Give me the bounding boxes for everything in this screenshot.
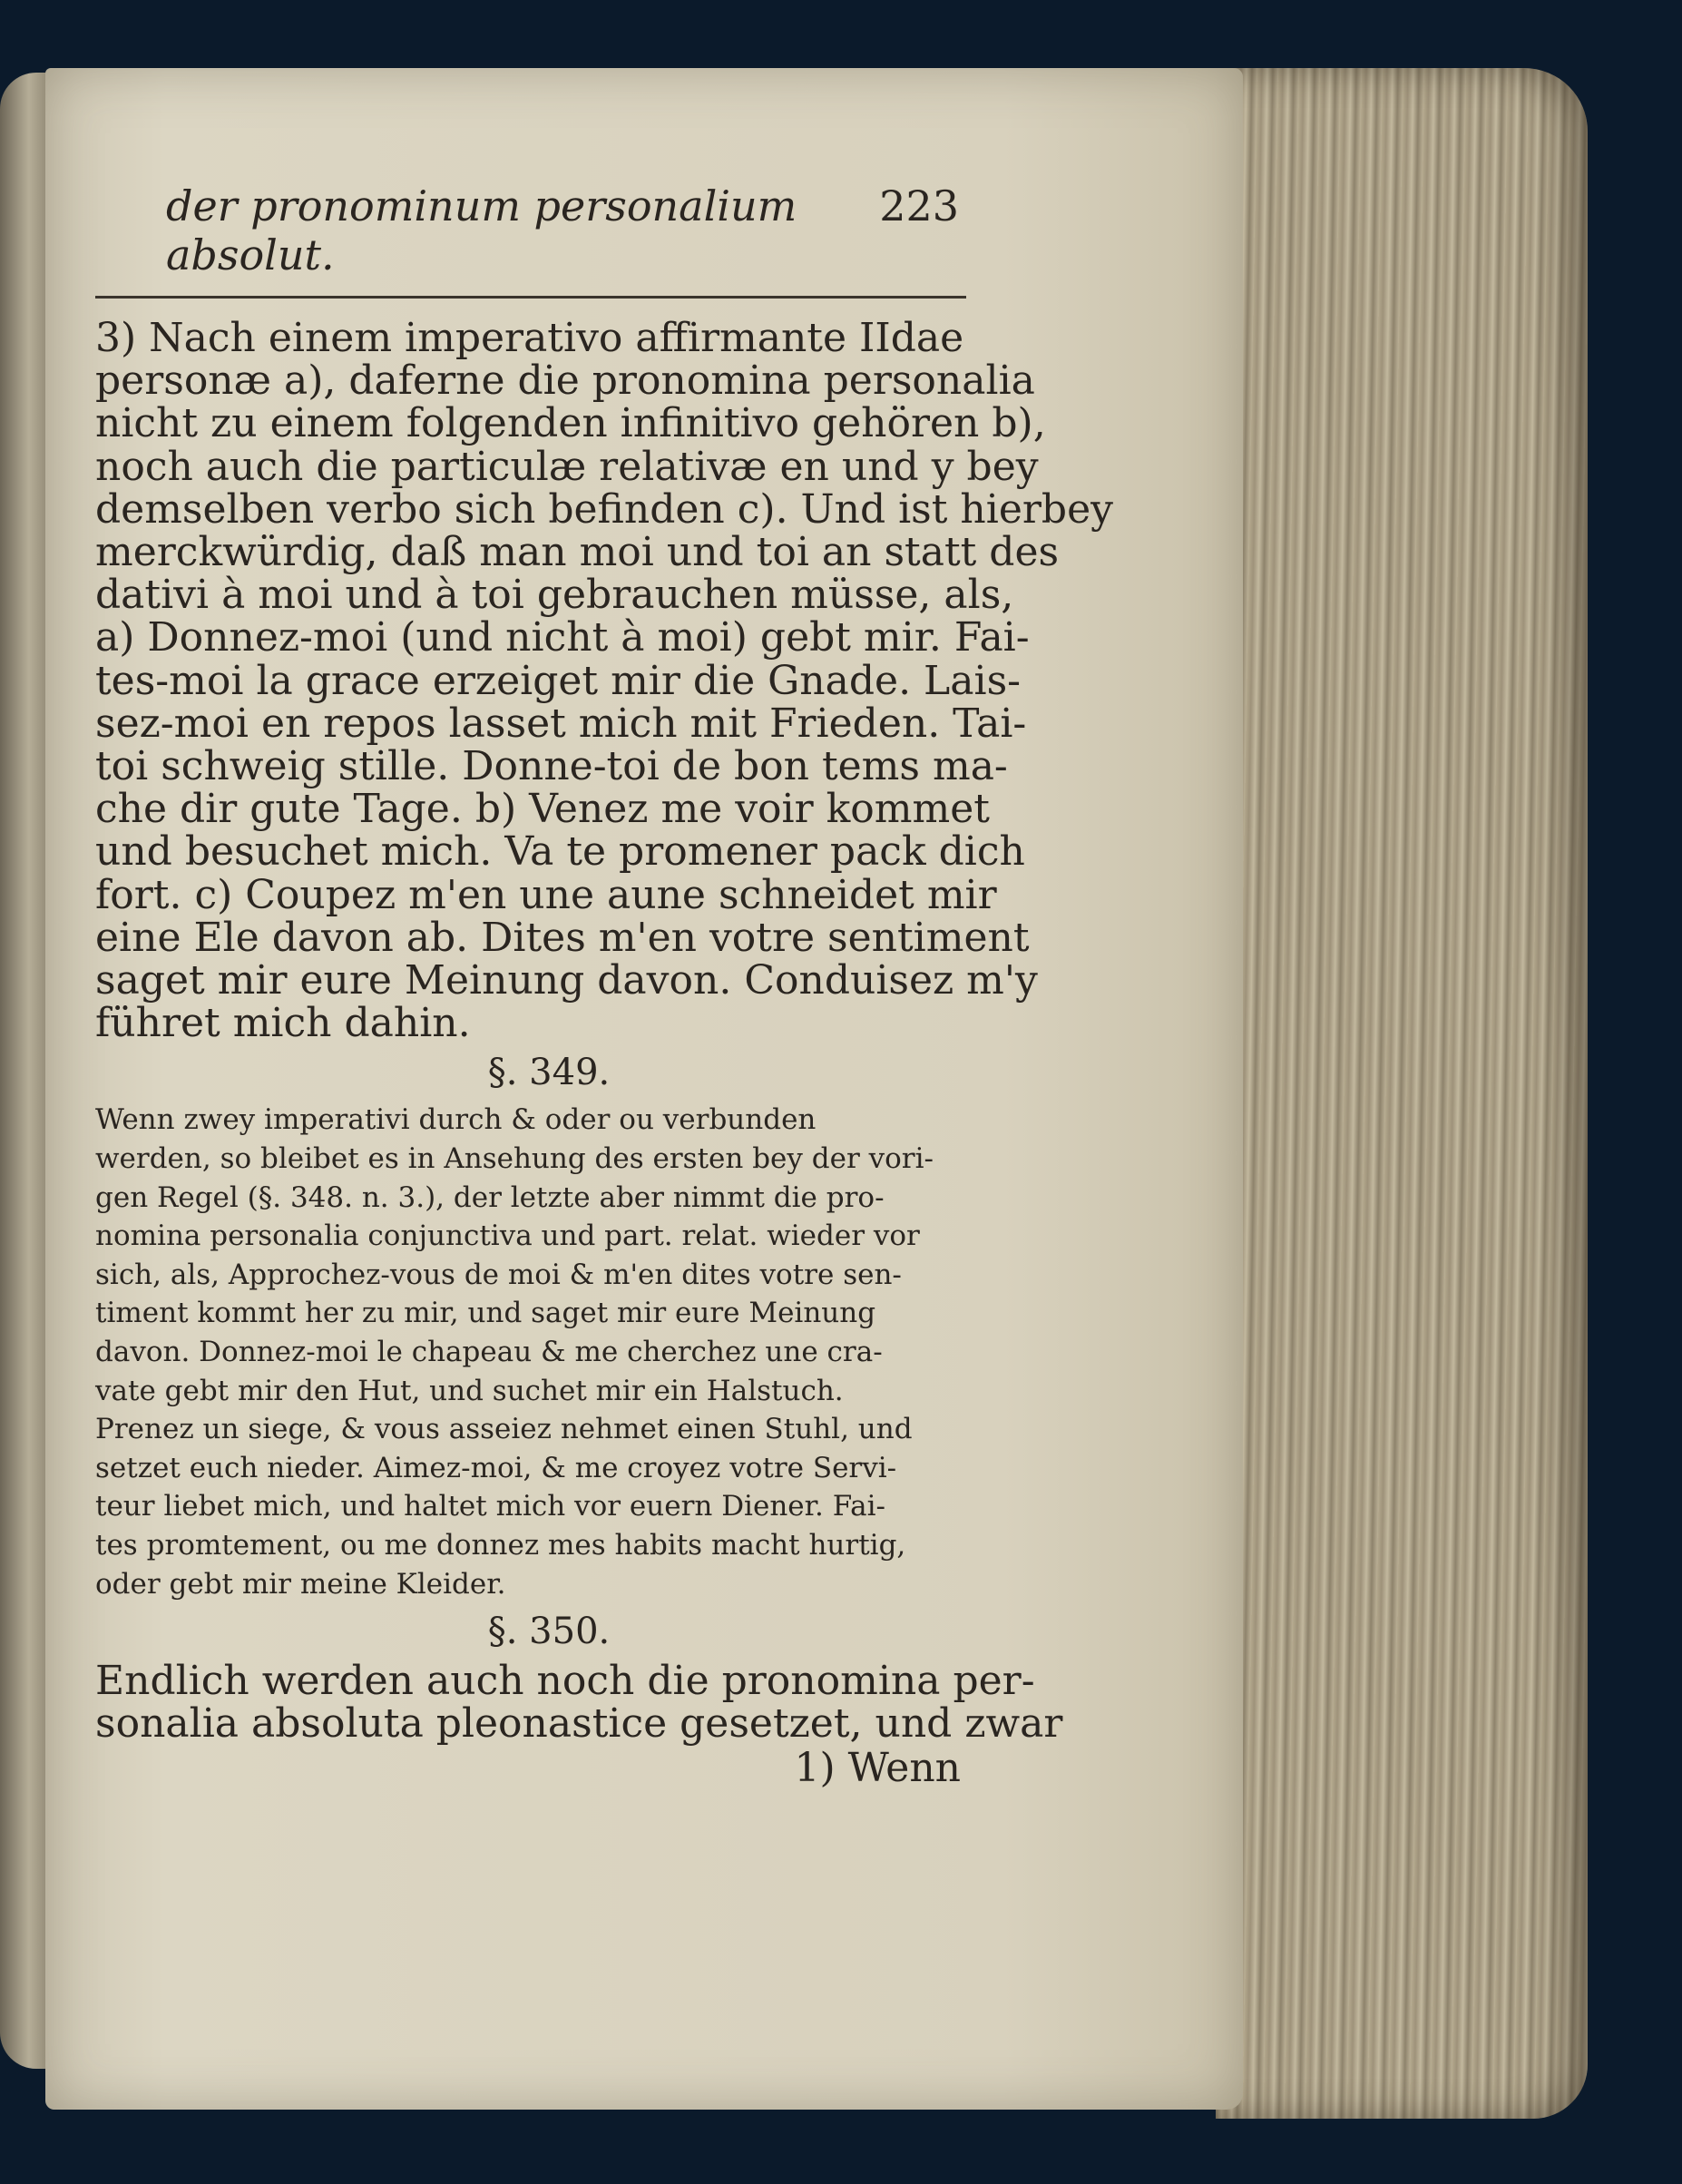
text-line: Endlich werden auch noch die pronomina per- <box>95 1658 1035 1705</box>
book-fore-edge <box>1216 68 1588 2119</box>
text-line: demselben verbo sich befinden c). Und ist hierbey <box>95 485 1113 533</box>
page-number: 223 <box>879 181 959 230</box>
text-line: davon. Donnez-moi le chapeau & me cherchez une cra- <box>95 1336 883 1369</box>
text-line: dativi à moi und à toi gebrauchen müsse, als, <box>95 572 1014 619</box>
text-line: sich, als, Approchez-vous de moi & m'en dites votre sen- <box>95 1258 902 1291</box>
catchword: 1) Wenn <box>794 1744 961 1791</box>
text-line: sez-moi en repos lasset mich mit Frieden. Tai- <box>95 700 1027 747</box>
text-line: noch auch die particulæ relativæ en und y bey <box>95 443 1039 490</box>
text-line: timent kommt her zu mir, und saget mir eure Meinung <box>95 1297 876 1330</box>
text-line: nomina personalia conjunctiva und part. relat. wieder vor <box>95 1219 920 1253</box>
text-line: gen Regel (§. 348. n. 3.), der letzte aber nimmt die pro- <box>95 1180 885 1214</box>
text-line: Prenez un siege, & vous asseiez nehmet einen Stuhl, und <box>95 1413 913 1446</box>
text-line: merckwürdig, daß man moi und toi an statt des <box>95 529 1060 576</box>
text-line: saget mir eure Meinung davon. Conduisez m'y <box>95 957 1038 1004</box>
running-header <box>95 181 966 299</box>
text-line: 3) Nach einem imperativo affirmante IIdae <box>95 315 964 361</box>
text-line: setzet euch nieder. Aimez-moi, & me croyez votre Servi- <box>95 1451 897 1484</box>
text-line: teur liebet mich, und haltet mich vor euern Diener. Fai- <box>95 1490 886 1523</box>
text-line: führet mich dahin. <box>95 1000 471 1047</box>
text-line: che dir gute Tage. b) Venez me voir kommet <box>95 786 990 833</box>
text-line: Wenn zwey imperativi durch & oder ou verbunden <box>95 1103 817 1137</box>
page-text <box>95 181 1113 1791</box>
paragraph-2 <box>95 1101 966 1603</box>
text-line: fort. c) Coupez m'en une aune schneidet mir <box>95 871 997 918</box>
text-line: tes promtement, ou me donnez mes habits macht hurtig, <box>95 1528 906 1562</box>
text-line: tes-moi la grace erzeiget mir die Gnade. Lais- <box>95 657 1022 704</box>
running-title: der pronominum personalium absolut. <box>166 181 797 279</box>
text-line: nicht zu einem folgenden infinitivo gehören b), <box>95 400 1046 447</box>
paragraph-3 <box>95 1658 1063 1748</box>
text-line: und besuchet mich. Va te promener pack dich <box>95 828 1025 876</box>
text-line: vate gebt mir den Hut, und suchet mir ein Halstuch. <box>95 1374 844 1407</box>
text-line: a) Donnez-moi (und nicht à moi) gebt mir. Fai- <box>95 614 1030 661</box>
text-line: toi schweig stille. Donne-toi de bon tems ma- <box>95 743 1008 790</box>
text-line: personæ a), daferne die pronomina personalia <box>95 357 1035 405</box>
text-line: eine Ele davon ab. Dites m'en votre sentiment <box>95 914 1030 961</box>
text-line: sonalia absoluta pleonastice gesetzet, und zwar <box>95 1700 1063 1748</box>
text-line: werden, so bleibet es in Ansehung des ersten bey der vori- <box>95 1142 934 1176</box>
section-number-349: §. 349. <box>487 1052 611 1094</box>
text-line: oder gebt mir meine Kleider. <box>95 1567 506 1601</box>
paragraph-1 <box>95 315 1113 1047</box>
section-number-350: §. 350. <box>487 1611 611 1653</box>
